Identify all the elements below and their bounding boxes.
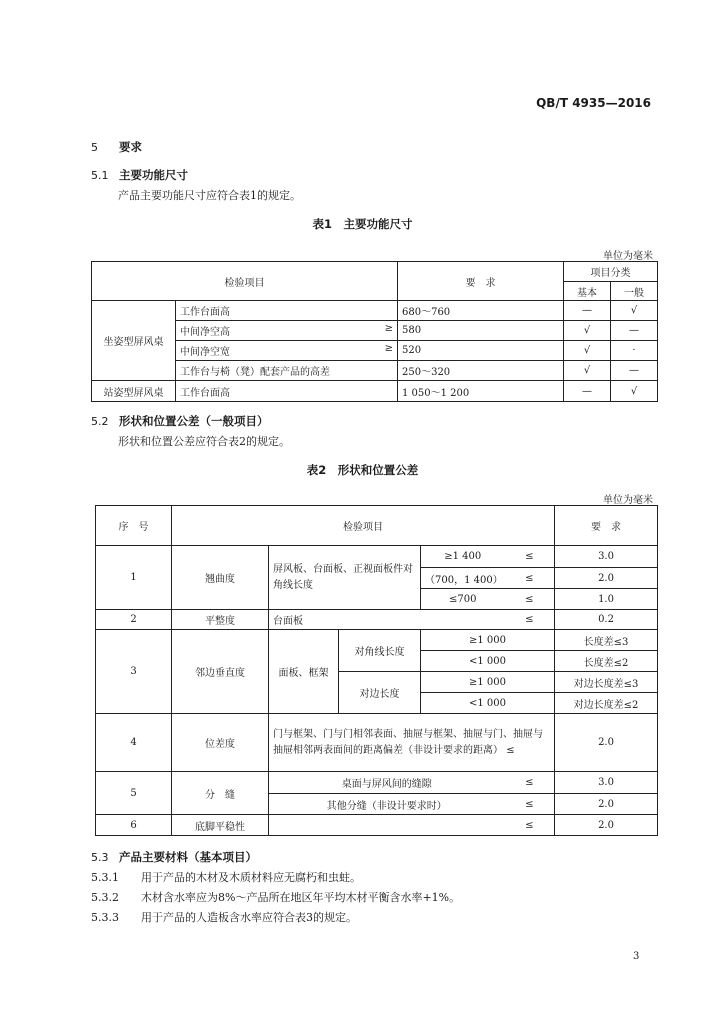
t1-header-basic: 基本 [564, 282, 611, 301]
section-body: 木材含水率应为8%～产品所在地区年平均木材平衡含水率+1%。 [141, 891, 461, 904]
t2-r1-range: ≥1 400 [421, 546, 505, 568]
t2-r3-req: 长度差≤3 [555, 630, 658, 651]
t1-basic: √ [564, 321, 611, 341]
t2-r6-desc [269, 815, 505, 836]
t2-r3-range: ≥1 000 [421, 672, 555, 693]
section-5-3-2 [91, 889, 460, 905]
standard-number: QB/T 4935—2016 [536, 96, 651, 110]
section-number: 5.3.3 [91, 911, 119, 924]
table1-caption: 表1 主要功能尺寸 [312, 217, 413, 231]
t1-req: 680～760 [398, 301, 564, 321]
t1-general: √ [611, 381, 658, 402]
t2-r5-op: ≤ [505, 772, 555, 794]
t2-r1-range: ≤700 [421, 589, 505, 610]
t1-op: ≥ [384, 323, 393, 334]
t2-r6-name: 底脚平稳性 [172, 815, 269, 836]
t2-r4-name: 位差度 [172, 714, 269, 772]
section-number: 5.3.2 [91, 891, 119, 904]
t2-r1-op: ≤ [505, 589, 555, 610]
t1-header-class: 项目分类 [564, 262, 658, 282]
t1-group-sitting: 坐姿型屏风桌 [92, 301, 176, 381]
t2-r6-op: ≤ [505, 815, 555, 836]
section-5-heading [91, 139, 142, 155]
t1-header-req: 要 求 [398, 262, 564, 301]
table-row [96, 610, 658, 630]
t1-header-item: 检验项目 [92, 262, 398, 301]
table-row [92, 301, 658, 321]
t1-item-text: 中间净空宽 [180, 347, 230, 358]
t2-r1-req: 3.0 [555, 546, 658, 568]
t1-item: 工作台与椅（凳）配套产品的高差 [176, 361, 398, 381]
section-5-3-heading [91, 849, 257, 865]
t2-r3-desc: 面板、框架 [269, 630, 339, 714]
section-title: 产品主要材料（基本项目） [119, 850, 257, 864]
t2-r3-range: ≥1 000 [421, 630, 555, 651]
t1-req: 250～320 [398, 361, 564, 381]
table2 [95, 505, 658, 836]
t2-r5-name: 分 缝 [172, 772, 269, 815]
t2-r3-req: 对边长度差≤3 [555, 672, 658, 693]
t2-r5-desc: 其他分缝（非设计要求时） [269, 794, 505, 815]
t2-r3-range: <1 000 [421, 693, 555, 714]
t2-r1-op: ≤ [505, 546, 555, 568]
t2-r4-op: ≤ [506, 744, 515, 756]
table-row [92, 381, 658, 402]
t2-r5-op: ≤ [505, 794, 555, 815]
t2-r2-req: 0.2 [555, 610, 658, 630]
t2-r3-name: 邻边垂直度 [172, 630, 269, 714]
section-number: 5.3 [91, 851, 109, 864]
t2-r5-req: 2.0 [555, 794, 658, 815]
section-number: 5.2 [91, 415, 109, 428]
t2-r5-req: 3.0 [555, 772, 658, 794]
t1-req: 1 050～1 200 [398, 381, 564, 402]
section-title: 形状和位置公差（一般项目） [119, 414, 269, 428]
t2-r1-op: ≤ [505, 568, 555, 589]
section-5-3-1 [91, 869, 361, 885]
section-5-1-body: 产品主要功能尺寸应符合表1的规定。 [118, 189, 301, 202]
t1-req: 580 [398, 321, 564, 341]
table-row [92, 321, 658, 341]
t2-r3-range: <1 000 [421, 651, 555, 672]
t1-basic: √ [564, 341, 611, 361]
t2-r6-no: 6 [96, 815, 172, 836]
section-body: 用于产品的木材及木质材料应无腐朽和虫蛀。 [141, 871, 361, 884]
t2-header-req: 要 求 [555, 506, 658, 546]
t2-r2-name: 平整度 [172, 610, 269, 630]
t1-item: 工作台面高 [176, 301, 398, 321]
t2-r2-op: ≤ [505, 610, 555, 630]
table1 [91, 261, 658, 402]
table-row [96, 546, 658, 568]
t2-r5-desc: 桌面与屏风间的缝隙 [269, 772, 505, 794]
t2-r3-req: 长度差≤2 [555, 651, 658, 672]
t2-r2-no: 2 [96, 610, 172, 630]
t2-r4-no: 4 [96, 714, 172, 772]
t2-header-item: 检验项目 [172, 506, 555, 546]
section-number: 5 [91, 141, 98, 154]
t1-item-text: 中间净空高 [180, 327, 230, 338]
section-number: 5.3.1 [91, 871, 119, 884]
t2-r1-desc: 屏风板、台面板、正视面板件对角线长度 [269, 546, 421, 610]
section-5-1-heading [91, 167, 188, 183]
t1-group-standing: 站姿型屏风桌 [92, 381, 176, 402]
t2-r4-req: 2.0 [555, 714, 658, 772]
t2-r4-desc-text: 门与框架、门与门相邻表面、抽屉与框架、抽屉与门、抽屉与抽屉相邻两表面间的距离偏差（非设计要求的距离） [273, 728, 543, 756]
t1-item [176, 321, 398, 341]
t2-r2-desc: 台面板 [269, 610, 505, 630]
t1-req: 520 [398, 341, 564, 361]
table-row [96, 772, 658, 794]
t1-header-general: 一般 [611, 282, 658, 301]
table2-caption: 表2 形状和位置公差 [306, 463, 419, 477]
table1-unit: 单位为毫米 [603, 251, 653, 262]
t2-header-no: 序 号 [96, 506, 172, 546]
t1-general: — [611, 361, 658, 381]
table-row [92, 361, 658, 381]
t2-r3-req: 对边长度差≤2 [555, 693, 658, 714]
section-5-2-body: 形状和位置公差应符合表2的规定。 [118, 435, 290, 448]
t1-basic: √ [564, 361, 611, 381]
t1-item [176, 341, 398, 361]
t2-r1-no: 1 [96, 546, 172, 610]
table-row [92, 341, 658, 361]
table-row [96, 714, 658, 772]
section-5-2-heading [91, 413, 269, 429]
t2-r6-req: 2.0 [555, 815, 658, 836]
section-title: 要求 [119, 140, 142, 154]
t2-r4-desc [269, 714, 555, 772]
t2-r1-range: （700，1 400） [421, 568, 505, 589]
t2-r1-req: 2.0 [555, 568, 658, 589]
t1-op: ≥ [384, 343, 393, 354]
t1-general: √ [611, 301, 658, 321]
t2-r3-no: 3 [96, 630, 172, 714]
t1-general: — [611, 321, 658, 341]
section-title: 主要功能尺寸 [119, 168, 188, 182]
page-number: 3 [633, 951, 640, 962]
table2-unit: 单位为毫米 [603, 495, 653, 506]
t1-general: · [611, 341, 658, 361]
t1-basic: — [564, 301, 611, 321]
table-row [96, 630, 658, 651]
t2-r1-req: 1.0 [555, 589, 658, 610]
t2-r1-name: 翘曲度 [172, 546, 269, 610]
section-body: 用于产品的人造板含水率应符合表3的规定。 [141, 911, 357, 924]
t2-r3-diag: 对角线长度 [339, 630, 421, 672]
t1-item: 工作台面高 [176, 381, 398, 402]
section-5-3-3 [91, 909, 357, 925]
section-number: 5.1 [91, 169, 109, 182]
t1-basic: — [564, 381, 611, 402]
t2-r5-no: 5 [96, 772, 172, 815]
t2-r3-side: 对边长度 [339, 672, 421, 714]
table-row [96, 815, 658, 836]
